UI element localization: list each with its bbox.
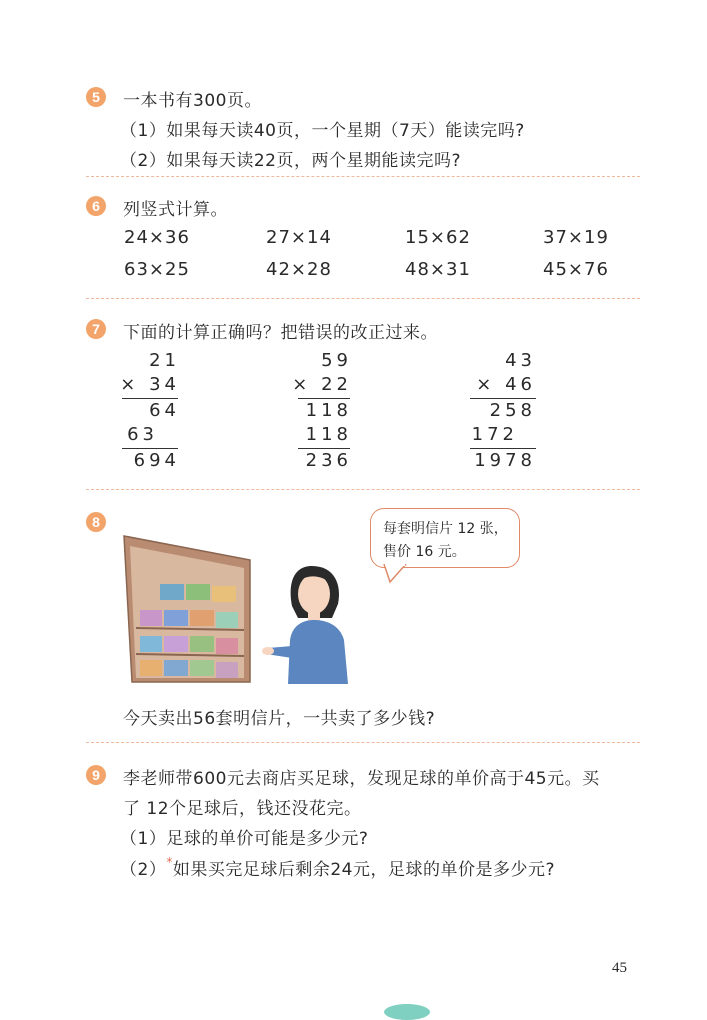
partial-product-2: 118 (305, 424, 352, 445)
question-5-badge: 5 (86, 87, 106, 107)
partial-product-2: 63 (127, 424, 158, 445)
expression: 63×25 (124, 259, 190, 280)
page-number: 45 (612, 960, 627, 976)
speech-bubble-tail (382, 564, 412, 584)
multiplicand: 43 (505, 350, 536, 371)
question-6-badge: 6 (86, 196, 106, 216)
multiplier: 46 (505, 374, 536, 395)
question-9-stem-line-1: 李老师带600元去商店买足球，发现足球的单价高于45元。买 (123, 769, 600, 789)
question-5-part-2: （2）如果每天读22页，两个星期能读完吗? (120, 151, 461, 171)
vertical-calculation-1 (100, 350, 180, 470)
expression: 48×31 (405, 259, 471, 280)
multiplicand: 59 (321, 350, 352, 371)
partial-product-1: 64 (149, 400, 180, 421)
multiplicand: 21 (149, 350, 180, 371)
expression: 15×62 (405, 227, 471, 248)
result: 1978 (474, 450, 536, 471)
rule-line (122, 398, 178, 399)
postcard-rack-illustration (118, 532, 258, 684)
question-8-text: 今天卖出56套明信片，一共卖了多少钱? (123, 709, 436, 729)
bubble-line-2: 售价 16 元。 (383, 544, 466, 560)
expression: 45×76 (543, 259, 609, 280)
expression: 27×14 (266, 227, 332, 248)
teacher-illustration (262, 560, 372, 684)
part-2-text: 如果买完足球后剩余24元，足球的单价是多少元? (172, 860, 555, 880)
expression: 37×19 (543, 227, 609, 248)
result: 694 (133, 450, 180, 471)
separator (86, 489, 640, 490)
decorative-shape (384, 1004, 430, 1020)
question-6-stem: 列竖式计算。 (123, 200, 228, 220)
vertical-calculation-2 (272, 350, 352, 470)
question-9-part-2 (120, 855, 555, 880)
question-8-badge: 8 (86, 512, 106, 532)
rule-line (470, 448, 536, 449)
multiplier-row (476, 374, 536, 395)
rule-line (470, 398, 536, 399)
question-9-part-1: （1）足球的单价可能是多少元? (120, 829, 369, 849)
expression: 42×28 (266, 259, 332, 280)
question-5-part-1: （1）如果每天读40页，一个星期（7天）能读完吗? (120, 121, 525, 141)
multiplier-row (292, 374, 352, 395)
vertical-calculation-3 (456, 350, 536, 470)
multiplier: 34 (149, 374, 180, 395)
question-5-stem: 一本书有300页。 (123, 91, 262, 111)
challenge-star: * (166, 855, 173, 869)
times-sign: × (476, 374, 496, 395)
partial-product-1: 118 (305, 400, 352, 421)
partial-product-2: 172 (471, 424, 518, 445)
multiplier: 22 (321, 374, 352, 395)
question-7-stem: 下面的计算正确吗？把错误的改正过来。 (123, 323, 438, 343)
times-sign: × (292, 374, 312, 395)
part-label: （2） (120, 860, 167, 880)
multiplier-row (120, 374, 180, 395)
separator (86, 742, 640, 743)
partial-product-1: 258 (489, 400, 536, 421)
bubble-line-1: 每套明信片 12 张， (383, 521, 508, 537)
speech-bubble (370, 508, 520, 568)
result: 236 (305, 450, 352, 471)
rule-line (298, 398, 350, 399)
separator (86, 176, 640, 177)
question-7-badge: 7 (86, 319, 106, 339)
separator (86, 298, 640, 299)
question-9-badge: 9 (86, 765, 106, 785)
rule-line (122, 448, 178, 449)
times-sign: × (120, 374, 140, 395)
rule-line (298, 448, 350, 449)
expression: 24×36 (124, 227, 190, 248)
question-9-stem-line-2: 了 12个足球后，钱还没花完。 (123, 799, 362, 819)
